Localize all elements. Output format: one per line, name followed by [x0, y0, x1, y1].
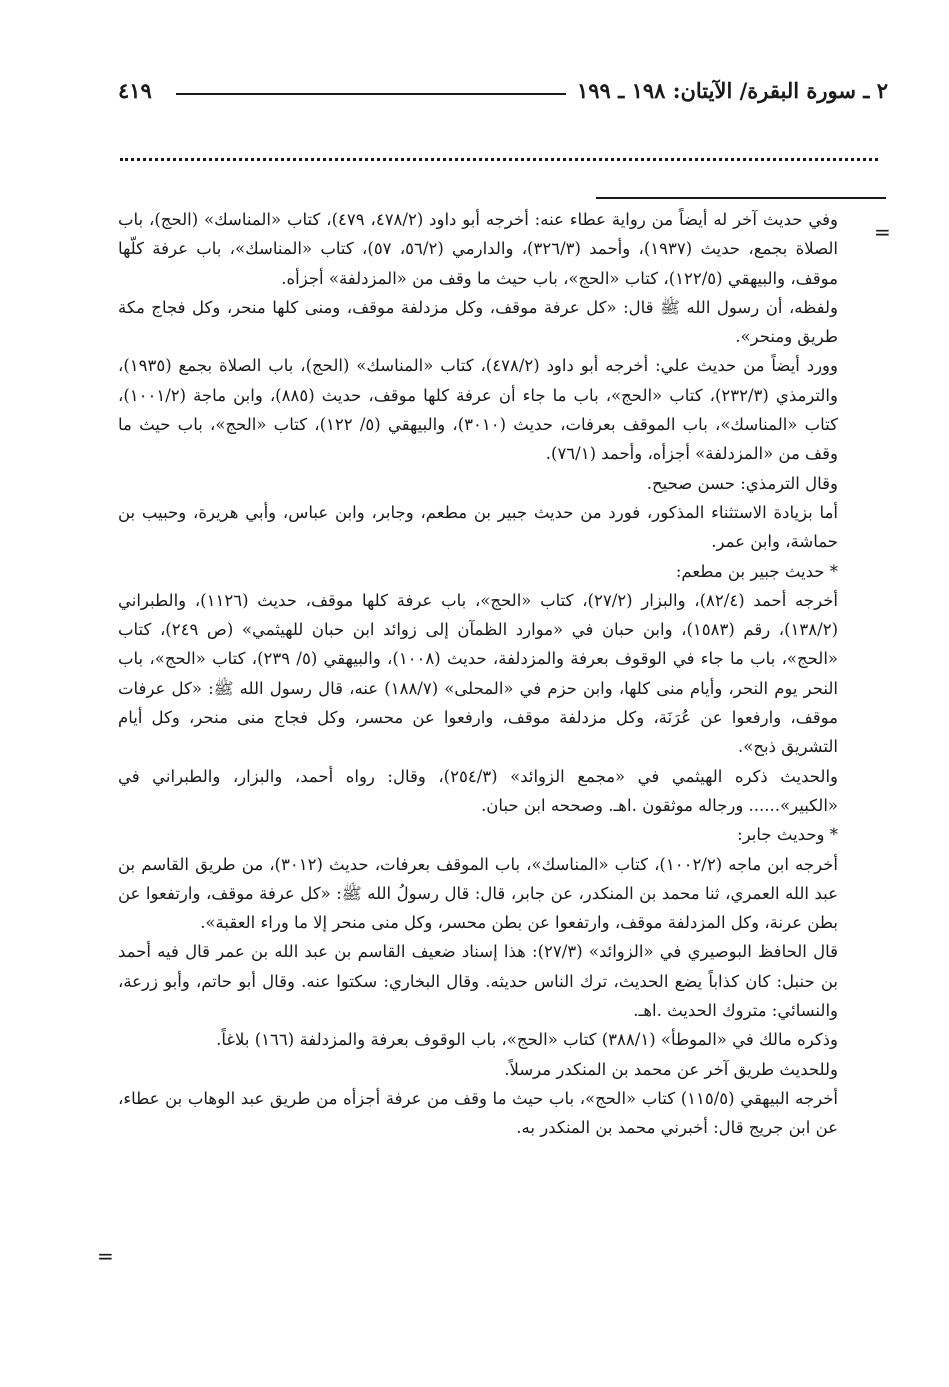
header-rule	[176, 93, 566, 95]
paragraph: وقال الترمذي: حسن صحيح.	[646, 473, 838, 493]
paragraph: وورد أيضاً من حديث علي: أخرجه أبو داود (٤٧٨/٢)، كتاب «المناسك» (الحج)، باب الصلاة بجمع (١٩٣٥)، والترمذي (٢٣٢/٣)، كتاب «الحج»، باب ما جاء أن عرفة كلها موقف، حديث (٨٨٥)، وابن ماجة (١٠٠١/٢)، كتاب «المناسك»، باب الموقف بعرفات، حديث (٣٠١٠)، والبيهقي (٥/ ١٢٢)، كتاب «الحج»، باب حيث ما وقف من «المزدلفة» أجزأه، وأحمد (٧٦/١).	[118, 356, 839, 464]
running-header	[118, 78, 888, 118]
section-heading: * حديث جبير بن مطعم:	[675, 561, 838, 581]
paragraph: قال الحافظ البوصيري في «الزوائد» (٢٧/٣): هذا إسناد ضعيف القاسم بن عبد الله بن عمر قال فيه أحمد بن حنبل: كان كذاباً يضع الحديث، ترك الناس حديثه. وقال البخاري: سكتوا عنه. وقال أبو حاتم، وأبو زرعة، والنسائي: متروك الحديث .اهـ.	[118, 942, 838, 1021]
continuation-mark-top: =	[874, 220, 891, 244]
page-number: ٤١٩	[118, 78, 152, 103]
paragraph: أما بزيادة الاستثناء المذكور، فورد من حديث جبير بن مطعم، وجابر، وابن عباس، وأبي هريرة، وحبيب بن حماشة، وابن عمر.	[118, 502, 838, 552]
paragraph: وذكره مالك في «الموطأ» (٣٨٨/١) كتاب «الحج»، باب الوقوف بعرفة والمزدلفة (١٦٦) بلاغاً.	[216, 1030, 838, 1050]
footnote-rule	[596, 197, 886, 199]
paragraph: وفي حديث آخر له أيضاً من رواية عطاء عنه: أخرجه أبو داود (٤٧٨/٢، ٤٧٩)، كتاب «المناسك» (الحج)، باب الصلاة بجمع، حديث (١٩٣٧)، وأحمد (٣٢٦/٣)، والدارمي (٥٦/٢، ٥٧)، كتاب «المناسك»، باب عرفة كلّها موقف، والبيهقي (١٢٢/٥)، كتاب «الحج»، باب حيث ما وقف من «المزدلفة» أجزأه.	[118, 210, 838, 288]
paragraph: ولفظه، أن رسول الله ﷺ قال: «كل عرفة موقف، وكل مزدلفة موقف، ومنى كلها منحر، وكل فجاج مكة طريق ومنحر».	[118, 297, 838, 347]
paragraph: أخرجه ابن ماجه (١٠٠٢/٢)، كتاب «المناسك»، باب الموقف بعرفات، حديث (٣٠١٢)، من طريق القاسم بن عبد الله العمري، ثنا محمد بن المنكدر، عن جابر، قال: قال رسولُ الله ﷺ: «كل عرفة موقف، وارتفعوا عن بطن عرنة، وكل المزدلفة موقف، وارتفعوا عن بطن محسر، وكل منى منحر إلا ما وراء العقبة».	[118, 854, 838, 933]
paragraph: أخرجه البيهقي (١١٥/٥) كتاب «الحج»، باب حيث ما وقف من عرفة أجزأه من طريق عبد الوهاب بن عطاء، عن ابن جريج قال: أخبرني محمد بن المنكدر به.	[118, 1088, 838, 1138]
section-heading: * وحديث جابر:	[737, 825, 838, 845]
paragraph: والحديث ذكره الهيثمي في «مجمع الزوائد» (٢٥٤/٣)، وقال: رواه أحمد، والبزار، والطبراني في «الكبير»...... ورجاله موثقون .اهـ. وصححه ابن حبان.	[118, 766, 838, 815]
paragraph: أخرجه أحمد (٨٢/٤)، والبزار (٢٧/٢)، كتاب «الحج»، باب عرفة كلها موقف، حديث (١١٢٦)، والطبراني (١٣٨/٢)، رقم (١٥٨٣)، وابن حبان في «موارد الظمآن إلى زوائد ابن حبان للهيثمي» (ص ٢٤٩)، كتاب «الحج»، باب ما جاء في الوقوف بعرفة والمزدلفة، حديث (١٠٠٨)، والبيهقي (٥/ ٢٣٩)، كتاب «الحج»، باب النحر يوم النحر، وأيام منى كلها، وابن حزم في «المحلى» (١٨٨/٧) عنه، قال رسول الله ﷺ: «كل عرفات موقف، وارفعوا عن عُرَنَة، وكل مزدلفة موقف، وارفعوا عن محسر، وكل فجاج منى منحر، وكل أيام التشريق ذبح».	[118, 590, 838, 757]
surah-title: ٢ ـ سورة البقرة/ الآيتان: ١٩٨ ـ ١٩٩	[576, 78, 888, 103]
paragraph: وللحديث طريق آخر عن محمد بن المنكدر مرسلاً.	[504, 1059, 838, 1079]
continuation-mark-bottom: =	[97, 1244, 114, 1268]
footnote-text	[118, 205, 838, 1143]
dotted-separator	[120, 158, 878, 161]
